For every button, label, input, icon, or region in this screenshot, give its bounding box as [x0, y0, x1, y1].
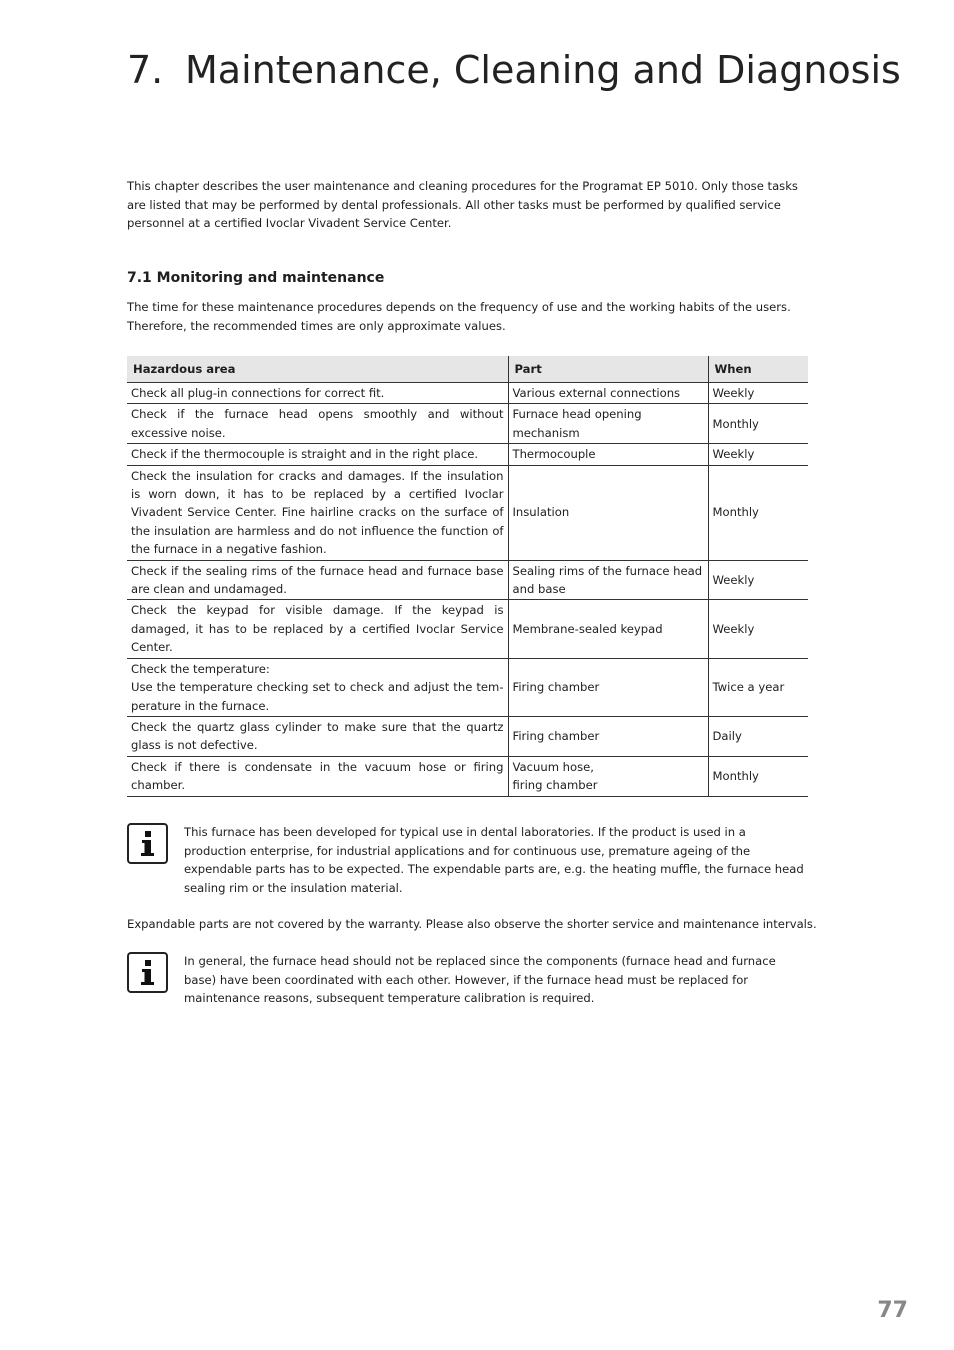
part-cell: Various external connections	[508, 383, 708, 404]
when-cell: Weekly	[708, 444, 808, 465]
part-cell: Membrane-sealed keypad	[508, 600, 708, 658]
info-icon	[127, 952, 168, 993]
when-cell: Monthly	[708, 404, 808, 444]
task-cell: Check the quartz glass cylinder to make sure that the quartz glass is not defective.	[127, 716, 508, 756]
column-header-hazardous-area: Hazardous area	[127, 356, 508, 383]
part-cell: Firing chamber	[508, 716, 708, 756]
task-cell: Check if the sealing rims of the furnace head and furnace base are clean and undamaged.	[127, 560, 508, 600]
table-row	[127, 404, 808, 444]
when-cell: Daily	[708, 716, 808, 756]
info-icon	[127, 823, 168, 864]
when-cell: Monthly	[708, 756, 808, 796]
table-header-row	[127, 356, 808, 383]
warranty-note: Expandable parts are not covered by the warranty. Please also observe the shorter service and maintenance intervals.	[127, 917, 817, 931]
part-cell: Firing chamber	[508, 658, 708, 716]
table-row	[127, 465, 808, 560]
section-heading: 7.1 Monitoring and maintenance	[127, 270, 385, 286]
part-cell: Sealing rims of the furnace head and base	[508, 560, 708, 600]
when-cell: Weekly	[708, 600, 808, 658]
section-intro: The time for these maintenance procedures depends on the frequency of use and the working habits of the users. Therefore, the recommended times are only approximate values.	[127, 300, 791, 333]
when-cell: Twice a year	[708, 658, 808, 716]
task-cell: Check if the thermocouple is straight and in the right place.	[127, 444, 508, 465]
column-header-when: When	[708, 356, 808, 383]
maintenance-table-body	[127, 383, 808, 797]
table-row	[127, 658, 808, 716]
when-cell: Weekly	[708, 560, 808, 600]
part-cell: Thermocouple	[508, 444, 708, 465]
chapter-intro: This chapter describes the user maintenance and cleaning procedures for the Programat EP 5010. Only those tasks are listed that may be performed by dental professionals. All other tasks must be performed by qualified service personnel at a certified Ivoclar Vivadent Service Center.	[127, 179, 798, 231]
maintenance-table	[127, 356, 808, 797]
table-row	[127, 600, 808, 658]
task-cell: Check if there is condensate in the vacuum hose or firing chamber.	[127, 756, 508, 796]
table-row	[127, 756, 808, 796]
task-cell: Check if the furnace head opens smoothly and without excessive noise.	[127, 404, 508, 444]
table-row	[127, 383, 808, 404]
task-cell: Check the keypad for visible damage. If the keypad is damaged, it has to be replaced by a certified Ivoclar Service Center.	[127, 600, 508, 658]
part-cell: Vacuum hose, firing chamber	[508, 756, 708, 796]
info-note-production-use	[127, 823, 808, 897]
task-cell: Check the insulation for cracks and damages. If the insulation is worn down, it has to be replaced by a certified Ivoclar Vivadent Service Center. Fine hairline cracks on the surface of the insulation are harmless and do not influence the function of the furnace in a negative fashion.	[127, 465, 508, 560]
info-note-text: This furnace has been developed for typical use in dental laboratories. If the product is used in a production enterprise, for industrial applications and for continuous use, premature ageing of the expendable parts has to be expected. The expendable parts are, e.g. the heating muffle, the furnace head sealing rim or the insulation material.	[184, 825, 804, 895]
task-cell: Check all plug-in connections for correct fit.	[127, 383, 508, 404]
chapter-number: 7.	[127, 48, 164, 92]
table-row	[127, 560, 808, 600]
part-cell: Insulation	[508, 465, 708, 560]
when-cell: Monthly	[708, 465, 808, 560]
table-row	[127, 444, 808, 465]
chapter-title	[127, 42, 901, 98]
part-cell: Furnace head opening mechanism	[508, 404, 708, 444]
info-note-text: In general, the furnace head should not be replaced since the components (furnace head and furnace base) have been coordinated with each other. However, if the furnace head must be replaced for maintenance reasons, subsequent temperature calibration is required.	[184, 954, 776, 1006]
chapter-title-text: Maintenance, Cleaning and Diagnosis	[185, 48, 901, 92]
page-number: 77	[877, 1298, 908, 1323]
task-cell: Check the temperature: Use the temperature checking set to check and adjust the tem-perature in the furnace.	[127, 658, 508, 716]
info-note-furnace-head	[127, 952, 808, 1008]
table-row	[127, 716, 808, 756]
column-header-part: Part	[508, 356, 708, 383]
when-cell: Weekly	[708, 383, 808, 404]
